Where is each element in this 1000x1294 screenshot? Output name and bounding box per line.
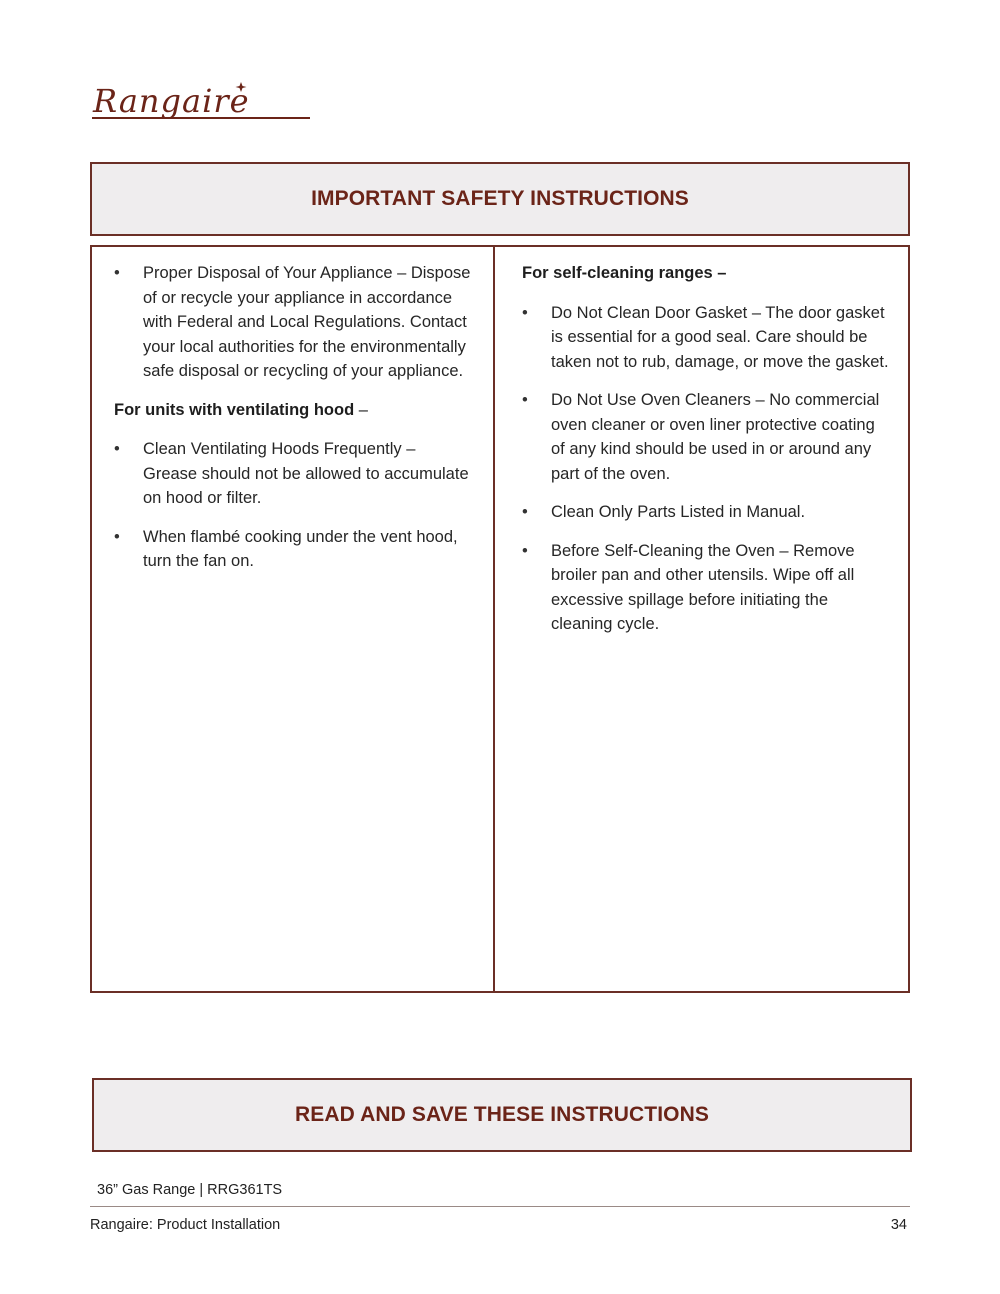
footer-doc-title: Rangaire: Product Installation xyxy=(90,1217,281,1233)
read-and-save-banner xyxy=(92,1078,912,1152)
list-item: • Clean Ventilating Hoods Frequently – Grease should not be allowed to accumulate on hood or filter. xyxy=(114,437,473,511)
list-item: • When flambé cooking under the vent hood, turn the fan on. xyxy=(114,525,473,574)
list-item: • Proper Disposal of Your Appliance – Dispose of or recycle your appliance in accordance with Federal and Local Regulations. Contact your local authorities for the environmentally safe disposal or recycling of your appliance. xyxy=(114,261,473,384)
subhead-text: For units with ventilating hood xyxy=(114,400,355,419)
safety-instructions-banner xyxy=(90,162,910,236)
left-column xyxy=(92,247,495,991)
left-intro-list xyxy=(114,261,473,384)
list-item: • Before Self-Cleaning the Oven – Remove broiler pan and other utensils. Wipe off all excessive spillage before initiating the cleaning cycle. xyxy=(522,539,890,637)
instructions-columns xyxy=(90,245,910,993)
footer-divider xyxy=(90,1206,910,1207)
list-item: • Do Not Clean Door Gasket – The door gasket is essential for a good seal. Care should be taken not to rub, damage, or move the gasket. xyxy=(522,301,890,375)
list-item: • Do Not Use Oven Cleaners – No commercial oven cleaner or oven liner protective coating of any kind should be used in or around any part of the oven. xyxy=(522,388,890,486)
subhead-dash: – xyxy=(354,400,368,419)
right-column xyxy=(495,247,908,991)
rangaire-logo xyxy=(90,78,312,126)
page-number: 34 xyxy=(890,1217,907,1233)
banner-title: READ AND SAVE THESE INSTRUCTIONS xyxy=(295,1103,709,1126)
list-item: • Clean Only Parts Listed in Manual. xyxy=(522,500,890,525)
ventilating-hood-list xyxy=(114,437,473,574)
ventilating-hood-subhead xyxy=(114,398,473,423)
logo-wordmark: Rangaire xyxy=(93,82,250,120)
banner-title: IMPORTANT SAFETY INSTRUCTIONS xyxy=(311,187,689,210)
self-cleaning-list xyxy=(522,301,890,637)
self-cleaning-subhead: For self-cleaning ranges – xyxy=(522,264,727,282)
footer-model: 36” Gas Range | RRG361TS xyxy=(97,1182,283,1198)
